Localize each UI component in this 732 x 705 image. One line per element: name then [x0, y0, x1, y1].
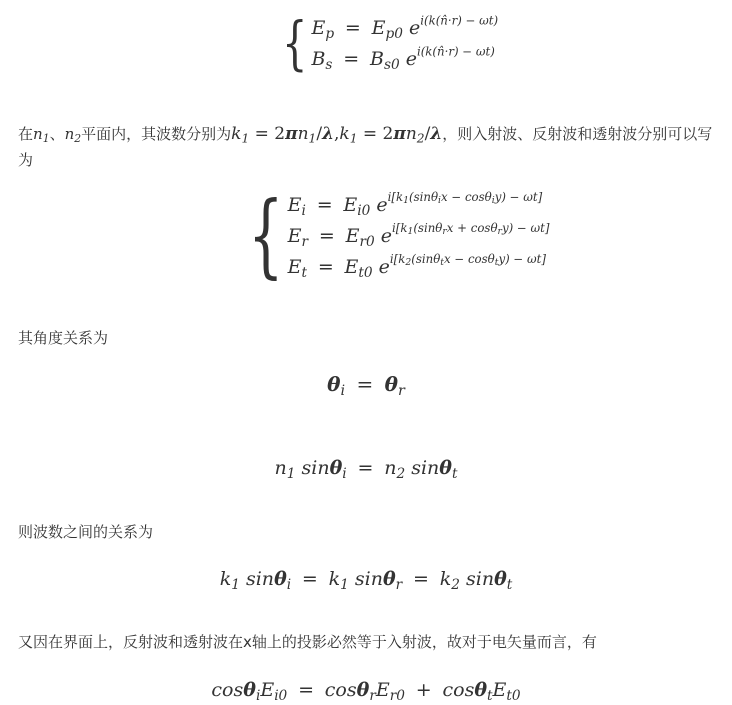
equation-system-waves: [248, 183, 550, 289]
paragraph-wavenumbers: 在$n_1$、$n_2$平面内，其波数分别为$k_1 = 2\pi n_1/\lambda,k_1 = 2\pi n_2/\lambda$，则入射波、反射波和透射波分别可以写为: [18, 124, 713, 169]
equation-system-plane-waves: [282, 10, 499, 78]
equation-snell-law: $n_1$ $\sin\theta_i = n_2$ sinθ$_t$: [274, 457, 458, 482]
equation-ep: $E_p = E_{p0}$ $e^{i(k(n̂\cdot r) - \omega t)}$: [311, 13, 499, 42]
paragraph-wavenumber-relation: 则波数之间的关系为: [18, 523, 154, 541]
equation-bs: $B_s = B_{s0}$ $e^{i(k(n̂\cdot r) - \omega t)}$: [311, 44, 495, 73]
equation-reflected: $E_r = E_{r0}$ $e^{i[k_1(sin\theta_rx + cos\theta_ry) - \omega t]}$: [287, 221, 550, 250]
equation-wavenumber-relation: $k_1$ $\sin\theta_i = k_1$ $\sin\theta_r = k_2$ sinθ$_t$: [219, 568, 513, 593]
paragraph-boundary-condition: 又因在界面上，反射波和透射波在x轴上的投影必然等于入射波，故对于电矢量而言，有: [18, 633, 597, 651]
left-brace: {: [282, 10, 308, 78]
equation-boundary-condition: $\cos\theta_iE_{i0} = \cos\theta_rE_{r0} + \cos\theta_tE_{t0}$: [211, 679, 521, 704]
equation-lines: [311, 13, 498, 75]
paragraph-angle-relation: 其角度关系为: [18, 329, 109, 347]
equation-incident: $E_i = E_{i0}$ $e^{i[k_1(sin\theta_ix - cos\theta_iy) - \omega t]}$: [287, 190, 543, 219]
equation-transmitted: $E_t = E_{t0}$ $e^{i[k_2(sin\theta_tx - cos\theta_ty) - \omega t]}$: [287, 252, 546, 281]
left-brace: {: [248, 183, 284, 289]
equation-angle-equality: $\theta_i = \theta_r$: [327, 372, 405, 400]
equation-lines: [288, 190, 550, 283]
